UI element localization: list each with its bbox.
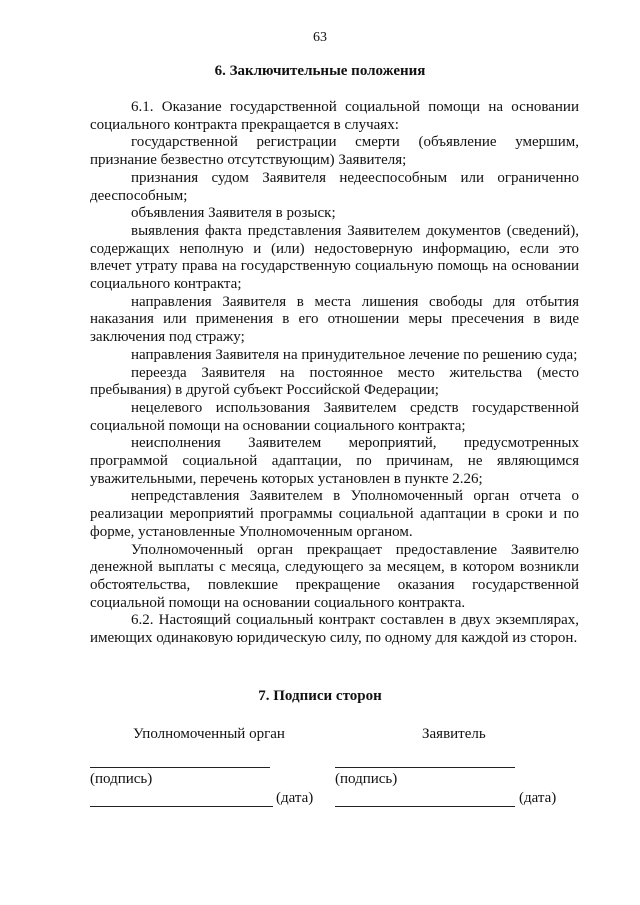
right-party-label: Заявитель (422, 726, 486, 742)
paragraph: непредставления Заявителем в Уполномоченный орган отчета о реализации мероприятий программы социальной адаптации в сроки и по форме, установленные Уполномоченным органом. (90, 488, 579, 540)
right-signature-label: (подпись) (335, 771, 398, 787)
paragraph: переезда Заявителя на постоянное место жительства (место пребывания) в другой субъект Российской Федерации; (90, 364, 579, 399)
section-6-body (90, 99, 579, 648)
paragraph: объявления Заявителя в розыск; (131, 205, 336, 222)
paragraph: 6.1. Оказание государственной социальной помощи на основании социального контракта прекращается в случаях: (90, 99, 579, 133)
left-date-label: (дата) (276, 790, 314, 806)
left-party-label: Уполномоченный орган (133, 726, 285, 742)
paragraph: выявления факта представления Заявителем документов (сведений), содержащих неполную и (или) недостоверную информацию, если это влечет утрату права на государственную социальную помощь на основании социального контракта; (90, 222, 579, 293)
left-signature-line (90, 767, 270, 768)
paragraph: направления Заявителя в места лишения свободы для отбытия наказания или применения в его отношении меры пресечения в виде заключения под стражу; (90, 293, 579, 346)
right-signature-line (335, 767, 515, 768)
paragraph: неисполнения Заявителем мероприятий, предусмотренных программой социальной адаптации, по причинам, не являющимся уважительными, перечень которых установлен в пункте 2.26; (90, 435, 579, 487)
paragraph: Уполномоченный орган прекращает предоставление Заявителю денежной выплаты с месяца, следующего за месяцем, в котором возникли обстоятельства, повлекшие прекращение оказания государственной социальной помощи на основании социального контракта. (90, 541, 579, 611)
page-number: 63 (313, 30, 327, 45)
paragraph: нецелевого использования Заявителем средств государственной социальной помощи на основании социального контракта; (90, 399, 579, 434)
section-6-title: 6. Заключительные положения (214, 63, 426, 79)
left-signature-label: (подпись) (90, 771, 153, 787)
paragraph: направления Заявителя на принудительное лечение по решению суда; (131, 346, 578, 363)
paragraph: признания судом Заявителя недееспособным или ограниченно дееспособным; (90, 169, 579, 204)
left-date-line (90, 806, 273, 807)
right-date-line (335, 806, 515, 807)
paragraph: 6.2. Настоящий социальный контракт составлен в двух экземплярах, имеющих одинаковую юридическую силу, по одному для каждой из сторон. (90, 612, 579, 647)
section-7-title: 7. Подписи сторон (258, 688, 382, 704)
right-date-label: (дата) (519, 790, 557, 806)
paragraph: государственной регистрации смерти (объявление умершим, признание безвестно отсутствующим) Заявителя; (90, 134, 579, 169)
